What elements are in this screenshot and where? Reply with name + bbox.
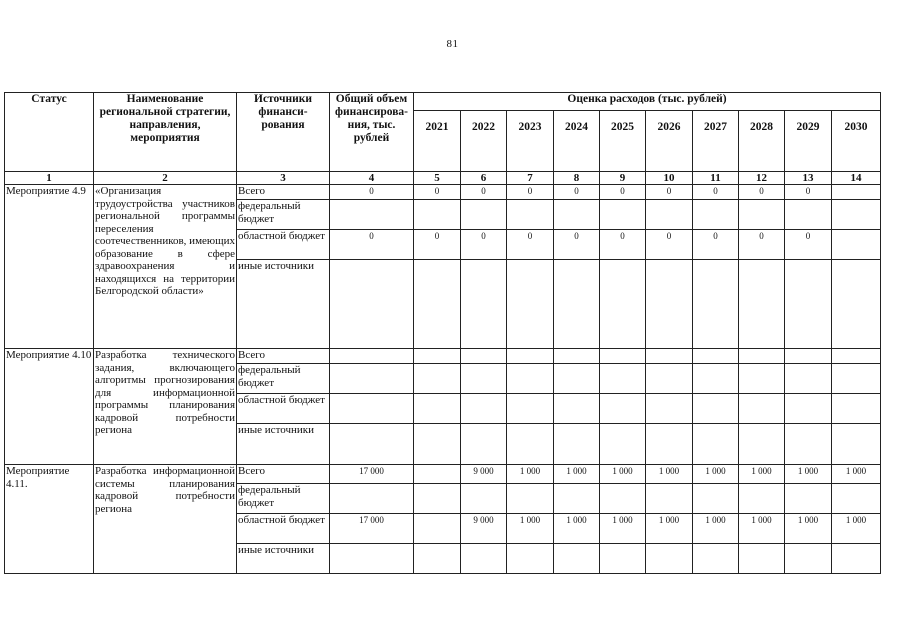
year-amount: 0 [414, 230, 461, 260]
year-amount [832, 185, 881, 200]
funding-source: областной бюджет [237, 514, 330, 544]
year-amount [554, 260, 600, 349]
column-number: 3 [237, 172, 330, 185]
year-amount [414, 200, 461, 230]
column-number: 10 [646, 172, 693, 185]
year-amount [785, 424, 832, 465]
funding-source: областной бюджет [237, 230, 330, 260]
year-amount [461, 364, 507, 394]
year-amount [507, 484, 554, 514]
year-amount [461, 484, 507, 514]
funding-source: Всего [237, 349, 330, 364]
total-amount: 17 000 [330, 514, 414, 544]
column-number: 7 [507, 172, 554, 185]
year-amount [554, 424, 600, 465]
year-amount [785, 364, 832, 394]
year-amount: 1 000 [600, 514, 646, 544]
year-amount [507, 200, 554, 230]
column-number: 6 [461, 172, 507, 185]
year-amount: 0 [554, 185, 600, 200]
header-status: Статус [5, 93, 94, 172]
year-amount: 0 [507, 230, 554, 260]
year-amount [554, 364, 600, 394]
funding-source: иные источники [237, 260, 330, 349]
year-amount [739, 260, 785, 349]
year-amount [739, 200, 785, 230]
column-number: 2 [94, 172, 237, 185]
year-amount [507, 424, 554, 465]
total-amount [330, 424, 414, 465]
activity-status: Мероприятие 4.10 [5, 349, 94, 465]
activity-status: Мероприятие 4.9 [5, 185, 94, 349]
total-amount [330, 484, 414, 514]
year-amount [414, 514, 461, 544]
year-amount [554, 394, 600, 424]
year-amount [600, 544, 646, 574]
year-amount [600, 260, 646, 349]
table-row [5, 185, 881, 200]
year-amount: 0 [554, 230, 600, 260]
column-number: 13 [785, 172, 832, 185]
year-amount [461, 394, 507, 424]
year-amount [832, 424, 881, 465]
year-amount [832, 394, 881, 424]
header-year: 2027 [693, 111, 739, 172]
year-amount [785, 484, 832, 514]
year-amount: 1 000 [832, 514, 881, 544]
year-amount [414, 424, 461, 465]
year-amount [693, 424, 739, 465]
year-amount [646, 200, 693, 230]
column-number: 1 [5, 172, 94, 185]
funding-source: Всего [237, 185, 330, 200]
header-year: 2025 [600, 111, 646, 172]
year-amount: 0 [693, 230, 739, 260]
header-estimate: Оценка расходов (тыс. рублей) [414, 93, 881, 111]
year-amount: 1 000 [646, 514, 693, 544]
year-amount [507, 544, 554, 574]
header-year: 2024 [554, 111, 600, 172]
year-amount [832, 200, 881, 230]
expense-table [4, 92, 881, 574]
year-amount [693, 484, 739, 514]
year-amount [600, 424, 646, 465]
year-amount [554, 349, 600, 364]
year-amount: 1 000 [600, 465, 646, 484]
total-amount [330, 349, 414, 364]
year-amount [461, 260, 507, 349]
activity-name: Разработка информационной системы планирования кадровой потребности региона [94, 465, 237, 574]
year-amount [414, 394, 461, 424]
year-amount [600, 484, 646, 514]
activity-name: Разработка технического задания, включающего алгоритмы прогнозирования для информационной программы планирования кадровой потребности региона [94, 349, 237, 465]
year-amount: 1 000 [646, 465, 693, 484]
funding-source: Всего [237, 465, 330, 484]
year-amount [646, 424, 693, 465]
year-amount [414, 364, 461, 394]
column-number: 9 [600, 172, 646, 185]
funding-source: областной бюджет [237, 394, 330, 424]
total-amount [330, 394, 414, 424]
total-amount [330, 200, 414, 230]
year-amount [832, 484, 881, 514]
year-amount [693, 260, 739, 349]
activity-status: Мероприятие 4.11. [5, 465, 94, 574]
header-name: Наименование региональной стратегии, направления, мероприятия [94, 93, 237, 172]
year-amount: 1 000 [693, 514, 739, 544]
year-amount [693, 349, 739, 364]
total-amount: 0 [330, 230, 414, 260]
header-year: 2026 [646, 111, 693, 172]
year-amount [554, 544, 600, 574]
column-number: 12 [739, 172, 785, 185]
year-amount [785, 200, 832, 230]
year-amount [646, 364, 693, 394]
funding-source: иные источники [237, 544, 330, 574]
year-amount: 1 000 [785, 514, 832, 544]
year-amount [461, 349, 507, 364]
year-amount [739, 364, 785, 394]
year-amount [600, 394, 646, 424]
header-year: 2029 [785, 111, 832, 172]
column-number: 11 [693, 172, 739, 185]
year-amount: 1 000 [693, 465, 739, 484]
total-amount [330, 364, 414, 394]
year-amount: 9 000 [461, 465, 507, 484]
table-body [5, 185, 881, 574]
year-amount: 0 [507, 185, 554, 200]
header-total: Общий объем финансирова-ния, тыс. рублей [330, 93, 414, 172]
total-amount [330, 544, 414, 574]
year-amount: 0 [785, 230, 832, 260]
year-amount [739, 484, 785, 514]
header-year: 2030 [832, 111, 881, 172]
year-amount: 0 [646, 185, 693, 200]
year-amount [646, 394, 693, 424]
year-amount [693, 544, 739, 574]
year-amount [832, 364, 881, 394]
year-amount [507, 364, 554, 394]
year-amount: 1 000 [507, 514, 554, 544]
funding-source: федеральный бюджет [237, 200, 330, 230]
header-sources: Источники финанси-рования [237, 93, 330, 172]
total-amount [330, 260, 414, 349]
year-amount: 0 [646, 230, 693, 260]
year-amount [414, 260, 461, 349]
year-amount: 0 [600, 230, 646, 260]
year-amount [414, 465, 461, 484]
year-amount [693, 364, 739, 394]
year-amount [832, 349, 881, 364]
total-amount: 0 [330, 185, 414, 200]
header-year: 2021 [414, 111, 461, 172]
year-amount [832, 260, 881, 349]
funding-source: федеральный бюджет [237, 364, 330, 394]
year-amount [554, 484, 600, 514]
year-amount: 0 [693, 185, 739, 200]
year-amount [785, 394, 832, 424]
year-amount: 1 000 [739, 465, 785, 484]
header-year: 2028 [739, 111, 785, 172]
year-amount: 0 [739, 185, 785, 200]
year-amount [832, 230, 881, 260]
column-number: 5 [414, 172, 461, 185]
year-amount [600, 349, 646, 364]
column-number: 14 [832, 172, 881, 185]
year-amount [785, 349, 832, 364]
year-amount [646, 544, 693, 574]
year-amount [646, 260, 693, 349]
year-amount [507, 349, 554, 364]
year-amount [414, 544, 461, 574]
year-amount: 1 000 [554, 514, 600, 544]
year-amount: 0 [739, 230, 785, 260]
total-amount: 17 000 [330, 465, 414, 484]
funding-source: федеральный бюджет [237, 484, 330, 514]
year-amount [646, 349, 693, 364]
activity-name: «Организация трудоустройства участников региональной программы переселения соотечественников, имеющих образование в сфере здравоохранения и находящихся на территории Белгородской области» [94, 185, 237, 349]
year-amount: 1 000 [832, 465, 881, 484]
column-number: 4 [330, 172, 414, 185]
year-amount [461, 544, 507, 574]
header-year: 2023 [507, 111, 554, 172]
year-amount [785, 544, 832, 574]
year-amount [646, 484, 693, 514]
year-amount [414, 349, 461, 364]
table-row [5, 349, 881, 364]
year-amount [832, 544, 881, 574]
header-year: 2022 [461, 111, 507, 172]
year-amount [739, 424, 785, 465]
year-amount [554, 200, 600, 230]
year-amount [414, 484, 461, 514]
year-amount: 0 [600, 185, 646, 200]
year-amount [600, 364, 646, 394]
year-amount: 0 [461, 230, 507, 260]
year-amount: 9 000 [461, 514, 507, 544]
year-amount [739, 394, 785, 424]
year-amount: 1 000 [507, 465, 554, 484]
year-amount: 1 000 [785, 465, 832, 484]
year-amount [693, 394, 739, 424]
year-amount [507, 260, 554, 349]
year-amount [693, 200, 739, 230]
table-row [5, 465, 881, 484]
page-number: 81 [446, 38, 459, 50]
year-amount: 1 000 [554, 465, 600, 484]
year-amount [461, 424, 507, 465]
funding-source: иные источники [237, 424, 330, 465]
year-amount: 0 [461, 185, 507, 200]
year-amount: 1 000 [739, 514, 785, 544]
year-amount [785, 260, 832, 349]
year-amount [507, 394, 554, 424]
year-amount [600, 200, 646, 230]
column-number: 8 [554, 172, 600, 185]
year-amount [739, 349, 785, 364]
year-amount: 0 [414, 185, 461, 200]
year-amount [461, 200, 507, 230]
year-amount: 0 [785, 185, 832, 200]
year-amount [739, 544, 785, 574]
